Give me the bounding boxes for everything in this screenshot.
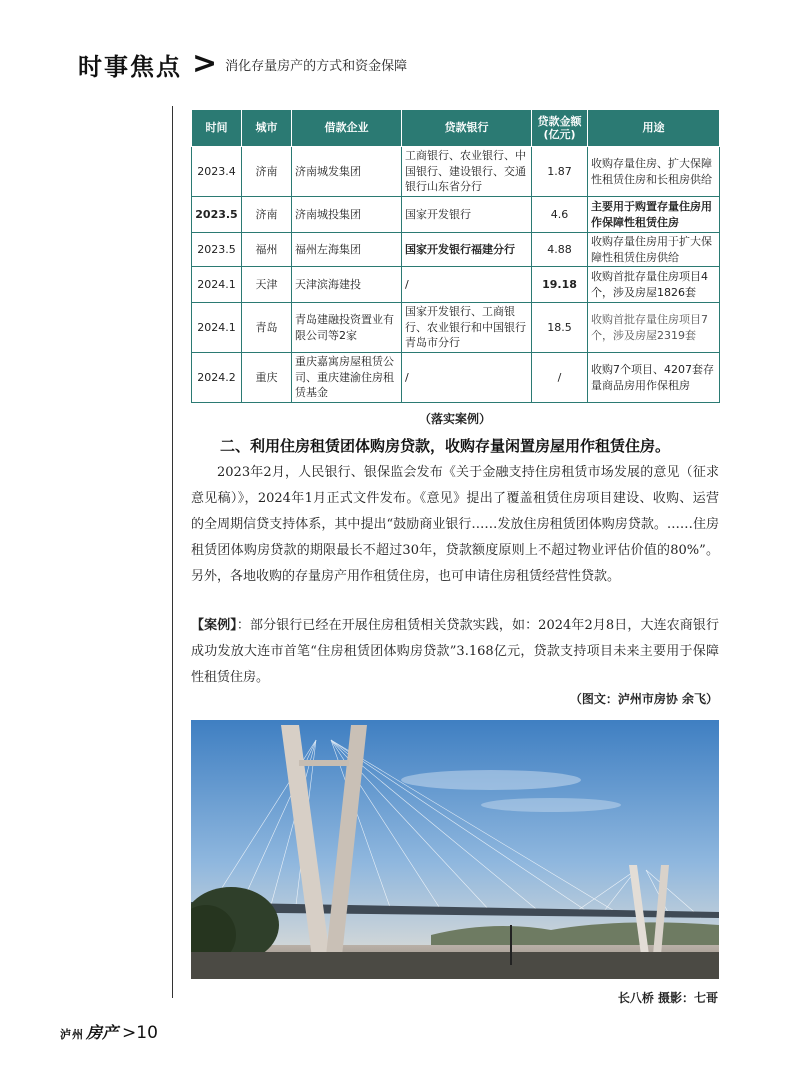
cell-use: 主要用于购置存量住房用作保障性租赁住房 (588, 197, 720, 233)
page-header (78, 44, 407, 84)
case-label: 【案例】 (191, 618, 237, 633)
section-subtitle: 消化存量房产的方式和资金保障 (225, 58, 408, 74)
footer-brand-logo: 房产 (86, 1023, 119, 1042)
photo-caption: 长八桥 摄影：七哥 (617, 991, 718, 1005)
cell-bank: 国家开发银行福建分行 (402, 233, 532, 267)
cell-bank: 工商银行、农业银行、中国银行、建设银行、交通银行山东省分行 (402, 147, 532, 197)
cell-company: 济南城发集团 (292, 147, 402, 197)
margin-rule (172, 106, 173, 998)
table-row (192, 233, 720, 267)
page-footer (60, 1020, 158, 1043)
section-heading: 二、利用住房租赁团体购房贷款，收购存量闲置房屋用作租赁住房。 (220, 437, 671, 455)
cell-company: 重庆嘉寓房屋租赁公司、重庆建渝住房租赁基金 (292, 353, 402, 403)
cell-city: 济南 (242, 147, 292, 197)
bridge-illustration (191, 720, 719, 979)
case-text: ：部分银行已经在开展住房租赁相关贷款实践，如：2024年2月8日，大连农商银行成功发放大连市首笔“住房租赁团体购房贷款”3.168亿元，贷款支持项目未来主要用于保障性租赁住房。 (191, 618, 719, 685)
table-row (192, 303, 720, 353)
cell-amount: 18.5 (532, 303, 588, 353)
col-header-bank: 贷款银行 (402, 110, 532, 147)
table-row (192, 197, 720, 233)
col-header-company: 借款企业 (292, 110, 402, 147)
article-credit: （图文：泸州市房协 余飞） (569, 692, 718, 706)
cell-amount: 4.6 (532, 197, 588, 233)
cell-bank: / (402, 267, 532, 303)
cell-bank: 国家开发银行 (402, 197, 532, 233)
table-caption: （落实案例） (418, 412, 491, 426)
paragraph-case (191, 613, 719, 691)
table-row (192, 353, 720, 403)
cell-use: 收购首批存量住房项目4个，涉及房屋1826套 (588, 267, 720, 303)
chevron-right-icon: > (192, 46, 218, 81)
cell-time: 2023.4 (192, 147, 242, 197)
cell-city: 福州 (242, 233, 292, 267)
col-header-time: 时间 (192, 110, 242, 147)
cell-time: 2024.2 (192, 353, 242, 403)
cell-use: 收购存量住房、扩大保障性租赁住房和长租房供给 (588, 147, 720, 197)
cell-time: 2024.1 (192, 303, 242, 353)
paragraph-policy: 2023年2月，人民银行、银保监会发布《关于金融支持住房租赁市场发展的意见（征求意见稿）》，2024年1月正式文件发布。《意见》提出了覆盖租赁住房项目建设、收购、运营的全周期信贷支持体系，其中提出“鼓励商业银行……发放住房租赁团体购房贷款。……住房租赁团体购房贷款的期限最长不超过30年，贷款额度原则上不超过物业评估价值的80%”。另外，各地收购的存量房产用作租赁住房，也可申请住房租赁经营性贷款。 (191, 465, 719, 584)
page-number: >10 (122, 1023, 158, 1043)
cell-city: 天津 (242, 267, 292, 303)
cell-time: 2024.1 (192, 267, 242, 303)
cell-amount: 1.87 (532, 147, 588, 197)
col-header-use: 用途 (588, 110, 720, 147)
cell-company: 福州左海集团 (292, 233, 402, 267)
cell-amount: / (532, 353, 588, 403)
table-header-row (192, 110, 720, 147)
cell-amount: 19.18 (532, 267, 588, 303)
loan-cases-table (191, 109, 720, 403)
cell-use: 收购存量住房用于扩大保障性租赁住房供给 (588, 233, 720, 267)
cell-company: 天津滨海建投 (292, 267, 402, 303)
cell-time: 2023.5 (192, 197, 242, 233)
cell-city: 青岛 (242, 303, 292, 353)
cell-city: 济南 (242, 197, 292, 233)
cell-bank: / (402, 353, 532, 403)
footer-brand-city: 泸州 (60, 1028, 84, 1041)
cell-company: 济南城投集团 (292, 197, 402, 233)
cell-use: 收购首批存量住房项目7个，涉及房屋2319套 (588, 303, 720, 353)
cell-amount: 4.88 (532, 233, 588, 267)
cell-company: 青岛建融投资置业有限公司等2家 (292, 303, 402, 353)
table-row (192, 147, 720, 197)
section-title: 时事焦点 (78, 52, 182, 81)
bridge-photo (191, 720, 719, 979)
table-row (192, 267, 720, 303)
cell-bank: 国家开发银行、工商银行、农业银行和中国银行青岛市分行 (402, 303, 532, 353)
cell-time: 2023.5 (192, 233, 242, 267)
col-header-amount: 贷款金额 (亿元) (532, 110, 588, 147)
col-header-city: 城市 (242, 110, 292, 147)
cell-use: 收购7个项目、4207套存量商品房用作保租房 (588, 353, 720, 403)
cell-city: 重庆 (242, 353, 292, 403)
